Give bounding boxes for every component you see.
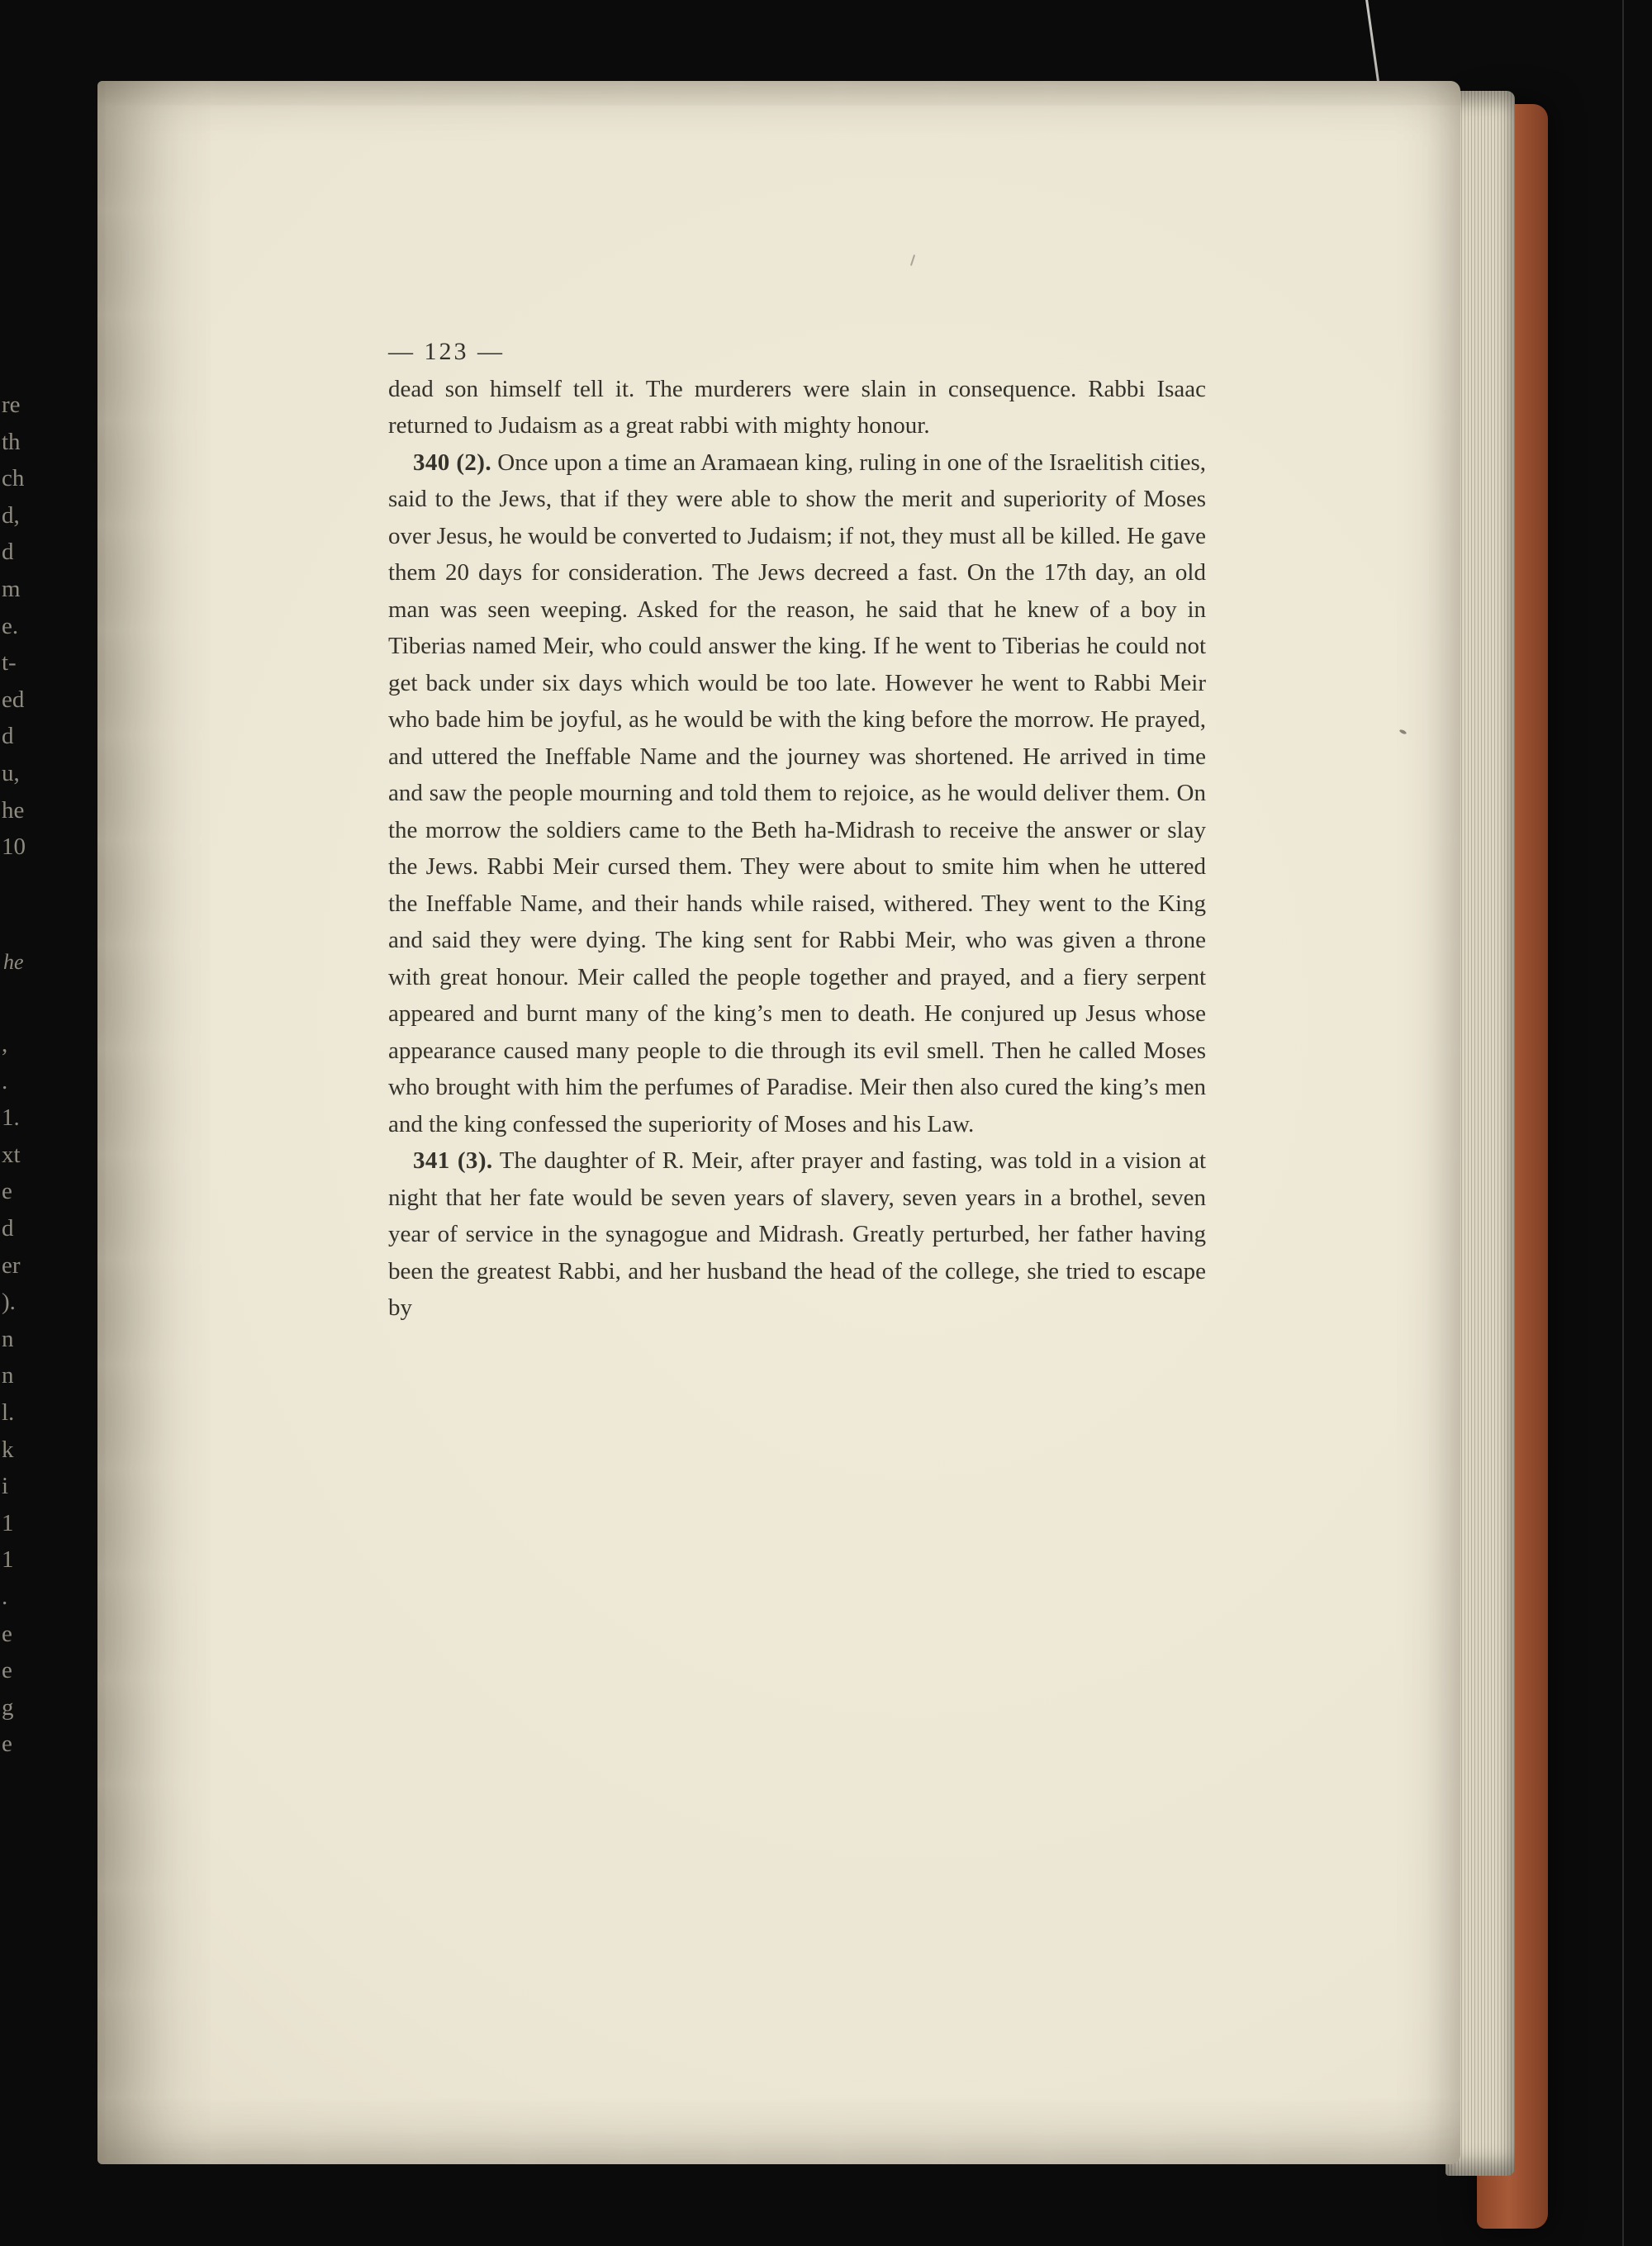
edge-text-fragment: n: [2, 1362, 14, 1389]
page-number: — 123 —: [388, 338, 505, 365]
edge-text-fragment: d: [2, 539, 14, 566]
paragraph-continuation: [388, 371, 1206, 444]
edge-text-fragment: u,: [2, 759, 20, 786]
edge-text-fragment: d,: [2, 501, 20, 529]
edge-text-fragment: n: [2, 1325, 14, 1352]
edge-text-fragment: e: [2, 1731, 12, 1758]
edge-text-fragment: g: [2, 1693, 14, 1721]
edge-text-fragment: l.: [2, 1398, 15, 1426]
edge-text-fragment: 1.: [2, 1104, 20, 1132]
edge-text-fragment: 1: [2, 1509, 14, 1536]
paragraph-340: [388, 444, 1206, 1143]
edge-text-fragment: e: [2, 1178, 12, 1205]
edge-text-fragment: ed: [2, 686, 25, 713]
edge-text-fragment: d: [2, 723, 14, 750]
edge-text-fragment: re: [2, 392, 21, 418]
edge-text-fragment: e: [2, 1620, 12, 1647]
edge-text-fragment: d: [2, 1214, 14, 1242]
edge-text-fragment: 1: [2, 1546, 14, 1574]
edge-text-fragment: 10: [2, 833, 26, 861]
edge-text-fragment: k: [2, 1436, 14, 1463]
edge-text-fragment: t-: [2, 649, 17, 677]
paragraph-text: Once upon a time an Aramaean king, ruling in one of the Israelitish cities, said to the Jews, that if they were able to show the merit and superiority of Moses over Jesus, he would be converted to Judaism; if not, they must all be killed. He gave them 20 days for consideration. The Jews decreed a fast. On the 17th day, an old man was seen weeping. Asked for the reason, he said that he knew of a boy in Tiberias named Meir, who could answer the king. If he went to Tiberias he could not get back under six days which would be too late. However he went to Rabbi Meir who bade him be joyful, as he would be with the king before the morrow. He prayed, and uttered the Ineffable Name and the journey was shortened. He arrived in time and saw the people mourning and told them to rejoice, as he would deliver them. On the morrow the soldiers came to the Beth ha-Midrash to receive the answer or slay the Jews. Rabbi Meir cursed them. They were about to smite him when he uttered the Ineffable Name, and their hands while raised, withered. They went to the King and said they were dying. The king sent for Rabbi Meir, who was given a throne with great honour. Meir called the people together and prayed, and a fiery serpent appeared and burnt many of the king’s men to death. He conjured up Jesus whose appearance caused many people to die through its evil smell. Then he called Moses who brought with him the perfumes of Paradise. Meir then also cured the king’s men and the king confessed the superiority of Moses and his Law.: [388, 449, 1207, 1137]
edge-text-fragment: er: [2, 1251, 21, 1279]
edge-text-fragment: ch: [2, 465, 25, 492]
edge-text-fragment: th: [2, 428, 21, 455]
edge-text-fragment: he: [2, 796, 25, 824]
edge-text-fragment: m: [2, 575, 21, 602]
edge-text-fragment: .: [2, 1067, 8, 1095]
book-page: [97, 81, 1460, 2164]
section-number: 340 (2).: [413, 449, 492, 476]
section-number: 341 (3).: [413, 1147, 493, 1174]
edge-text-fragment: ,: [2, 1031, 8, 1057]
edge-text-fragment: he: [3, 950, 24, 974]
edge-text-fragment: ).: [2, 1289, 16, 1316]
paper-speck: [910, 254, 915, 266]
edge-text-fragment: .: [2, 1583, 8, 1610]
edge-text-fragment: e.: [2, 612, 19, 639]
page-content: [388, 334, 1206, 1327]
left-page-fragments-lower: [2, 1026, 35, 1765]
edge-text-fragment: xt: [2, 1141, 21, 1168]
edge-text-fragment: i: [2, 1473, 9, 1500]
edge-text-fragment: e: [2, 1657, 12, 1684]
paragraph-341: [388, 1142, 1206, 1327]
scan-artifact-line: [1622, 0, 1624, 2246]
left-page-fragments-upper: [2, 387, 35, 867]
paragraph-text: dead son himself tell it. The murderers were slain in consequence. Rabbi Isaac returned to Judaism as a great rabbi with mighty honour.: [388, 375, 1206, 439]
paragraph-text: The daughter of R. Meir, after prayer and fasting, was told in a vision at night that her fate would be seven years of slavery, seven years in a brothel, seven year of service in the synagogue and Midrash. Greatly perturbed, her father having been the greatest Rabbi, and her husband the head of the college, she tried to escape by: [388, 1147, 1207, 1321]
